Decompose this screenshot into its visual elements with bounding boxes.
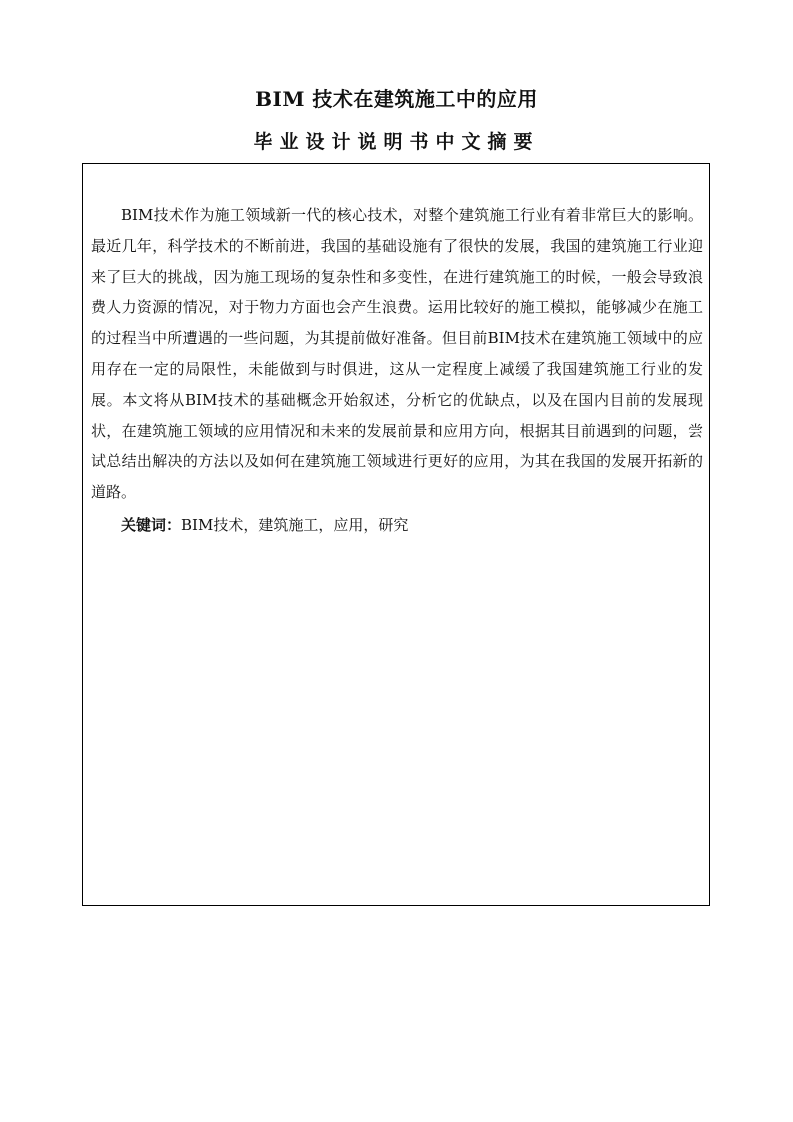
- page-subtitle: 毕业设计说明书中文摘要: [253, 131, 540, 153]
- abstract-box: [82, 163, 710, 906]
- keywords-label: 关键词：: [121, 516, 182, 534]
- keywords-text: BIM技术，建筑施工，应用，研究: [181, 516, 409, 534]
- page-title: BIM 技术在建筑施工中的应用: [255, 87, 538, 111]
- keywords-line: [121, 514, 408, 536]
- abstract-body: BIM技术作为施工领域新一代的核心技术，对整个建筑施工行业有着非常巨大的影响。最近几年，科学技术的不断前进，我国的基础设施有了很快的发展，我国的建筑施工行业迎来了巨大的挑战，因为施工现场的复杂性和多变性，在进行建筑施工的时候，一般会导致浪费人力资源的情况，对于物力方面也会产生浪费。运用比较好的施工模拟，能够减少在施工的过程当中所遭遇的一些问题，为其提前做好准备。但目前BIM技术在建筑施工领域中的应用存在一定的局限性，未能做到与时俱进，这从一定程度上减缓了我国建筑施工行业的发展。本文将从BIM技术的基础概念开始叙述，分析它的优缺点，以及在国内目前的发展现状，在建筑施工领域的应用情况和未来的发展前景和应用方向，根据其目前遇到的问题，尝试总结出解决的方法以及如何在建筑施工领域进行更好的应用，为其在我国的发展开拓新的道路。: [91, 206, 703, 502]
